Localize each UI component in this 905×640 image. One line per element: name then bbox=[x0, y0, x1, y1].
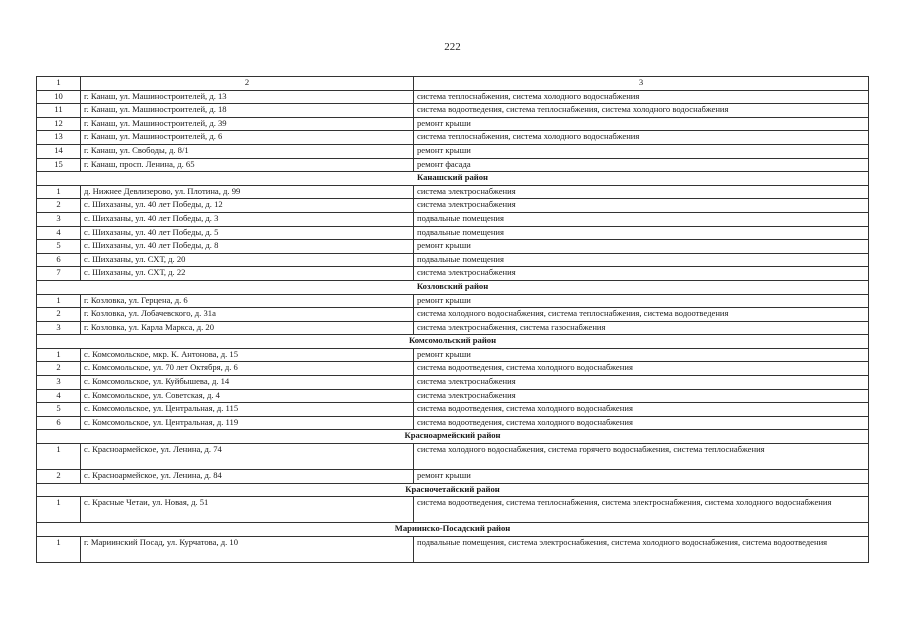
row-number: 3 bbox=[37, 376, 81, 390]
row-number: 4 bbox=[37, 226, 81, 240]
row-number: 1 bbox=[37, 294, 81, 308]
district-title: Канашский район bbox=[37, 172, 869, 186]
row-works: система водоотведения, система теплоснабжения, система холодного водоснабжения bbox=[414, 104, 869, 118]
row-works: ремонт крыши bbox=[414, 294, 869, 308]
row-works: подвальные помещения bbox=[414, 253, 869, 267]
table-row bbox=[37, 158, 869, 172]
table-row bbox=[37, 403, 869, 417]
row-address: с. Комсомольское, ул. 70 лет Октября, д. 6 bbox=[81, 362, 414, 376]
row-number: 14 bbox=[37, 144, 81, 158]
row-works: ремонт крыши bbox=[414, 117, 869, 131]
row-address: с. Красные Четаи, ул. Новая, д. 51 bbox=[81, 497, 414, 523]
table-row bbox=[37, 240, 869, 254]
row-number: 5 bbox=[37, 403, 81, 417]
row-address: г. Канаш, ул. Машиностроителей, д. 18 bbox=[81, 104, 414, 118]
row-number: 2 bbox=[37, 362, 81, 376]
row-works: система электроснабжения bbox=[414, 199, 869, 213]
row-address: с. Шихазаны, ул. СХТ, д. 22 bbox=[81, 267, 414, 281]
row-address: с. Шихазаны, ул. 40 лет Победы, д. 8 bbox=[81, 240, 414, 254]
table-row bbox=[37, 253, 869, 267]
row-works: система электроснабжения bbox=[414, 185, 869, 199]
row-address: с. Комсомольское, ул. Куйбышева, д. 14 bbox=[81, 376, 414, 390]
row-address: г. Мариинский Посад, ул. Курчатова, д. 10 bbox=[81, 536, 414, 562]
row-number: 13 bbox=[37, 131, 81, 145]
table-row bbox=[37, 185, 869, 199]
row-works: ремонт крыши bbox=[414, 144, 869, 158]
row-number: 2 bbox=[37, 470, 81, 484]
row-address: с. Шихазаны, ул. 40 лет Победы, д. 12 bbox=[81, 199, 414, 213]
row-number: 2 bbox=[37, 308, 81, 322]
row-works: система холодного водоснабжения, система горячего водоснабжения, система теплоснабжения bbox=[414, 444, 869, 470]
row-works: система холодного водоснабжения, система теплоснабжения, система водоотведения bbox=[414, 308, 869, 322]
district-section-row bbox=[37, 483, 869, 497]
district-section-row bbox=[37, 280, 869, 294]
row-address: с. Комсомольское, ул. Советская, д. 4 bbox=[81, 389, 414, 403]
row-address: с. Комсомольское, ул. Центральная, д. 119 bbox=[81, 416, 414, 430]
header-cell-address: 2 bbox=[81, 77, 414, 91]
table-row bbox=[37, 362, 869, 376]
district-section-row bbox=[37, 430, 869, 444]
row-works: система электроснабжения bbox=[414, 267, 869, 281]
table-body bbox=[37, 77, 869, 563]
works-table bbox=[36, 76, 869, 563]
row-works: ремонт крыши bbox=[414, 348, 869, 362]
row-works: система электроснабжения bbox=[414, 376, 869, 390]
row-address: с. Красноармейское, ул. Ленина, д. 74 bbox=[81, 444, 414, 470]
row-number: 12 bbox=[37, 117, 81, 131]
table-row bbox=[37, 376, 869, 390]
row-works: ремонт фасада bbox=[414, 158, 869, 172]
row-works: система водоотведения, система холодного водоснабжения bbox=[414, 362, 869, 376]
district-title: Красноармейский район bbox=[37, 430, 869, 444]
row-address: с. Шихазаны, ул. СХТ, д. 20 bbox=[81, 253, 414, 267]
district-title: Комсомольский район bbox=[37, 335, 869, 349]
row-number: 15 bbox=[37, 158, 81, 172]
row-number: 3 bbox=[37, 212, 81, 226]
row-address: г. Канаш, ул. Машиностроителей, д. 13 bbox=[81, 90, 414, 104]
table-row bbox=[37, 267, 869, 281]
row-works: система электроснабжения, система газоснабжения bbox=[414, 321, 869, 335]
table-row bbox=[37, 131, 869, 145]
district-section-row bbox=[37, 523, 869, 537]
table-row bbox=[37, 90, 869, 104]
table-row bbox=[37, 104, 869, 118]
page-number: 222 bbox=[444, 41, 461, 53]
row-number: 1 bbox=[37, 348, 81, 362]
table-row bbox=[37, 226, 869, 240]
row-number: 6 bbox=[37, 253, 81, 267]
row-number: 1 bbox=[37, 497, 81, 523]
table-row bbox=[37, 117, 869, 131]
table-row bbox=[37, 294, 869, 308]
district-section-row bbox=[37, 172, 869, 186]
table-row bbox=[37, 536, 869, 562]
row-works: ремонт крыши bbox=[414, 240, 869, 254]
row-address: с. Шихазаны, ул. 40 лет Победы, д. 3 bbox=[81, 212, 414, 226]
district-title: Козловский район bbox=[37, 280, 869, 294]
row-works: ремонт крыши bbox=[414, 470, 869, 484]
header-cell-works: 3 bbox=[414, 77, 869, 91]
table-row bbox=[37, 470, 869, 484]
row-number: 6 bbox=[37, 416, 81, 430]
row-address: г. Канаш, ул. Машиностроителей, д. 39 bbox=[81, 117, 414, 131]
district-title: Мариинско-Посадский район bbox=[37, 523, 869, 537]
row-address: с. Комсомольское, ул. Центральная, д. 115 bbox=[81, 403, 414, 417]
row-works: система теплоснабжения, система холодного водоснабжения bbox=[414, 90, 869, 104]
table-row bbox=[37, 199, 869, 213]
table-row bbox=[37, 321, 869, 335]
row-works: система электроснабжения bbox=[414, 389, 869, 403]
district-section-row bbox=[37, 335, 869, 349]
row-number: 1 bbox=[37, 536, 81, 562]
row-works: система водоотведения, система холодного водоснабжения bbox=[414, 416, 869, 430]
row-number: 7 bbox=[37, 267, 81, 281]
row-address: г. Козловка, ул. Карла Маркса, д. 20 bbox=[81, 321, 414, 335]
row-address: г. Канаш, просп. Ленина, д. 65 bbox=[81, 158, 414, 172]
row-works: подвальные помещения bbox=[414, 226, 869, 240]
table-row bbox=[37, 444, 869, 470]
row-address: г. Козловка, ул. Лобачевского, д. 31а bbox=[81, 308, 414, 322]
table-row bbox=[37, 348, 869, 362]
row-number: 5 bbox=[37, 240, 81, 254]
district-title: Красночетайский район bbox=[37, 483, 869, 497]
row-works: подвальные помещения bbox=[414, 212, 869, 226]
table-row bbox=[37, 416, 869, 430]
row-address: г. Канаш, ул. Свободы, д. 8/1 bbox=[81, 144, 414, 158]
row-address: г. Козловка, ул. Герцена, д. 6 bbox=[81, 294, 414, 308]
row-works: система теплоснабжения, система холодного водоснабжения bbox=[414, 131, 869, 145]
table-row bbox=[37, 389, 869, 403]
row-address: д. Нижнее Девлизерово, ул. Плотина, д. 99 bbox=[81, 185, 414, 199]
row-address: с. Красноармейское, ул. Ленина, д. 84 bbox=[81, 470, 414, 484]
row-works: система водоотведения, система теплоснабжения, система электроснабжения, система холодного водоснабжения bbox=[414, 497, 869, 523]
row-works: система водоотведения, система холодного водоснабжения bbox=[414, 403, 869, 417]
row-number: 10 bbox=[37, 90, 81, 104]
row-number: 3 bbox=[37, 321, 81, 335]
table-header-row bbox=[37, 77, 869, 91]
row-number: 1 bbox=[37, 444, 81, 470]
row-address: с. Шихазаны, ул. 40 лет Победы, д. 5 bbox=[81, 226, 414, 240]
row-address: с. Комсомольское, мкр. К. Антонова, д. 15 bbox=[81, 348, 414, 362]
row-address: г. Канаш, ул. Машиностроителей, д. 6 bbox=[81, 131, 414, 145]
header-cell-number: 1 bbox=[37, 77, 81, 91]
table-row bbox=[37, 212, 869, 226]
row-number: 1 bbox=[37, 185, 81, 199]
row-works: подвальные помещения, система электроснабжения, система холодного водоснабжения, система водоотведения bbox=[414, 536, 869, 562]
table-row bbox=[37, 144, 869, 158]
row-number: 2 bbox=[37, 199, 81, 213]
table-row bbox=[37, 497, 869, 523]
table-row bbox=[37, 308, 869, 322]
row-number: 4 bbox=[37, 389, 81, 403]
row-number: 11 bbox=[37, 104, 81, 118]
